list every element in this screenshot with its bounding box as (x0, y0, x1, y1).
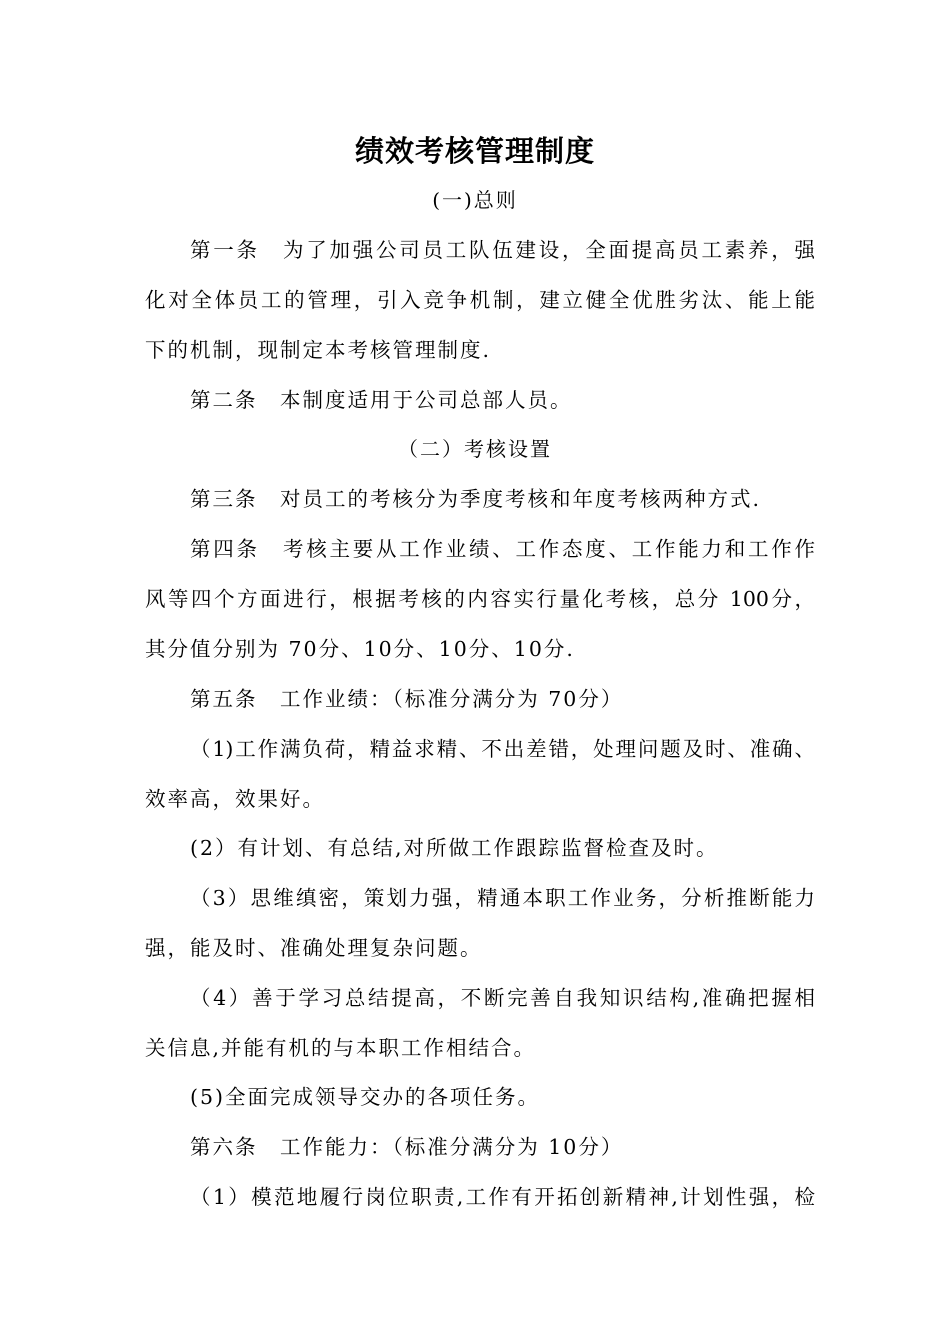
article-5-item-1-line-2: 效率高，效果好。 (145, 787, 325, 811)
article-5-item-4-line-2: 关信息,并能有机的与本职工作相结合。 (145, 1036, 537, 1060)
article-5-item-3-line-1: （3）思维缜密，策划力强，精通本职工作业务，分析推断能力 (190, 886, 815, 910)
article-1-line-1: 第一条 为了加强公司员工队伍建设，全面提高员工素养，强 (190, 238, 815, 262)
article-1-line-2: 化对全体员工的管理，引入竞争机制，建立健全优胜劣汰、能上能 (145, 288, 815, 312)
article-1-line-3: 下的机制，现制定本考核管理制度. (145, 338, 492, 362)
article-3-line-1: 第三条 对员工的考核分为季度考核和年度考核两种方式. (190, 487, 762, 511)
article-6-line-1: 第六条 工作能力：（标准分满分为 10分） (190, 1135, 624, 1159)
article-6-item-1-line-1: （1）模范地履行岗位职责,工作有开拓创新精神,计划性强，检 (190, 1185, 815, 1209)
article-4-line-2: 风等四个方面进行，根据考核的内容实行量化考核，总分 100分， (145, 587, 815, 611)
article-5-item-1-line-1: （1)工作满负荷，精益求精、不出差错，处理问题及时、准确、 (190, 737, 815, 761)
article-5-item-5-line-1: (5)全面完成领导交办的各项任务。 (190, 1085, 541, 1109)
article-5-item-2-line-1: (2）有计划、有总结,对所做工作跟踪监督检查及时。 (190, 836, 719, 860)
article-5-item-3-line-2: 强，能及时、准确处理复杂问题。 (145, 936, 483, 960)
article-5-item-4-line-1: （4）善于学习总结提高，不断完善自我知识结构,准确把握相 (190, 986, 815, 1010)
section-heading-general: (一)总则 (432, 188, 518, 212)
article-5-line-1: 第五条 工作业绩：（标准分满分为 70分） (190, 687, 624, 711)
article-4-line-1: 第四条 考核主要从工作业绩、工作态度、工作能力和工作作 (190, 537, 815, 561)
section-heading-settings: （二）考核设置 (398, 437, 552, 461)
article-2-line-1: 第二条 本制度适用于公司总部人员。 (190, 388, 573, 412)
article-4-line-3: 其分值分别为 70分、10分、10分、10分. (145, 637, 575, 661)
document-title: 绩效考核管理制度 (354, 134, 595, 168)
